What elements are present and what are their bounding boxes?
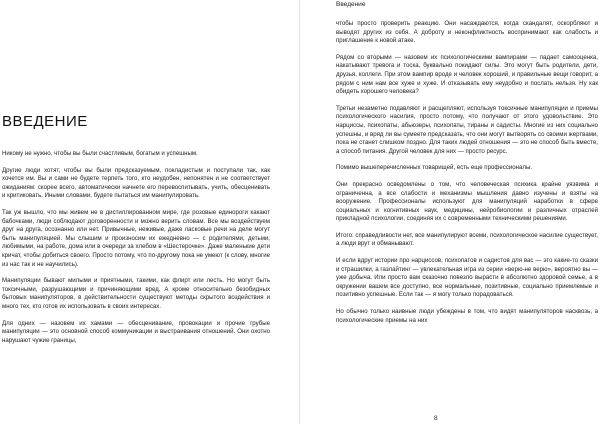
- paragraph: Никому не нужно, чтобы вы были счастливым, богатым и успешным.: [2, 150, 198, 157]
- paragraph: Итого: справедливости нет, все манипулируют всеми, психологическое насилие существует, а люди врут и обманывают.: [336, 231, 598, 248]
- paragraph: И если вдруг истории про нарциссов, психопатов и садистов для вас — это какие-то сказки и страшилки, а газлайтинг — увлекательная игра из серии «верю-не верю», вероятно вы — уже добыча. Или просто вам сказочно повезло вырасти в абсолютно здоровой семье, а в окружении вашем все доступно, все нормальные, позитивные, социально приемлемые и позитивно успешные. Если так — я могу только порадоваться.: [336, 257, 598, 299]
- paragraph: чтобы просто проверить реакцию. Они насаждаются, когда скандалят, оскорбляют и выводят других из себя. А доброту и неконфликтность воспринимают как слабость и приглашение к новой атаке.: [336, 20, 598, 45]
- paragraph: Так уж вышло, что мы живем не в дистиллированном мире, где розовые единороги какают бабочками, люди соблюдают договоренности и можно верить словам. Все мы воздействуем друг на друга, осознанно или нет. Привычные, неживые, даже ласковые речи на деле могут быть манипуляцией. Мы слышим и произносим их ежедневно — с родителями, детьми, любимыми, на работе, дома или в очереди за хлебом в «Шестерочке». Даже маленькие дети кричат, чтобы добиться своего. Просто потому, что по-другому пока не умеют (к слову, многие из нас так и не научились).: [2, 208, 270, 268]
- paragraph: Третьи незаметно подавляют и расщепляют, используя токсичные манипуляции и приемы психологического насилия, просто потому, что получают от этого удовольствие. Это нарциссы, психопаты, абьюзеры, психопаты, тираны и садисты. Многие из них социально успешны, и вряд ли вы сумеете предсказать, что они могут вытворять со своими жертвами, пока не станет слишком поздно. Для таких людей отношения — это не способ быть вместе, а способ питания. Другой человек для них — просто ресурс.: [336, 104, 598, 155]
- paragraph: Другие люди хотят, чтобы вы были предсказуемым, покладистым и поступали так, как хочется им. Вы и сами не будете терпеть того, кто неудобен, непонятен и не соответствует ожиданиям: скорее всего, автоматически начнете его перевоспитывать, учить, обесценивать и критиковать. Иными словами, будете пытаться им манипулировать.: [2, 166, 270, 200]
- left-page-text: [2, 150, 270, 353]
- paragraph: Помимо вышеперечисленных товарищей, есть еще профессионалы.: [336, 164, 533, 172]
- chapter-title: ВВЕДЕНИЕ: [2, 113, 88, 130]
- right-page-text: [336, 20, 598, 333]
- page-gutter: [299, 0, 300, 424]
- paragraph: Для одних — назовем их хамами — обесценивание, провокации и прочие грубые манипуляции — это основной способ коммуникации и выстраивания отношений. Они охотно нарушают чужие границы,: [2, 319, 270, 344]
- paragraph: Но обычно только наивные люди убеждены в том, что видят манипуляторов насквозь, а психологические приемы на них: [336, 308, 598, 324]
- page-number: 8: [434, 415, 438, 422]
- paragraph: Манипуляции бывают милыми и приятными, такими, как флирт или лесть. Но могут быть токсичными, разрушающими и причиняющими вред. А кроме относительно безобидных бытовых манипуляторов, в действительности существуют методы скрытого воздействия и много тех, кто готов их использовать в своих интересах.: [2, 277, 270, 310]
- paragraph: Они прекрасно осведомлены о том, что человеческая психика крайне уязвима и ограниченна, а все слабости и механизмы мышления давно изучены и взяты на вооружение. Профессионалы используют для манипуляций наработки в сфере социальных и когнитивных наук, медицины, нейробиологии и различных отраслей прикладной психологии, соединяя их с современными техническими решениями.: [336, 180, 598, 223]
- running-header: Введение: [336, 1, 366, 8]
- paragraph: Рядом со вторыми — назовем их психологическими вампирами — падает самооценка, накатывают тревога и тоска, буквально покидают силы. Это могут быть родители, дети, друзья, коллеги. При этом вампир вроде и человек хороший, и правильные вещи говорит, а рядом с ним нам все хуже и хуже. И отказывать ему неудобно и послать нельзя. Ну как обидеть хорошего человека?: [336, 53, 598, 96]
